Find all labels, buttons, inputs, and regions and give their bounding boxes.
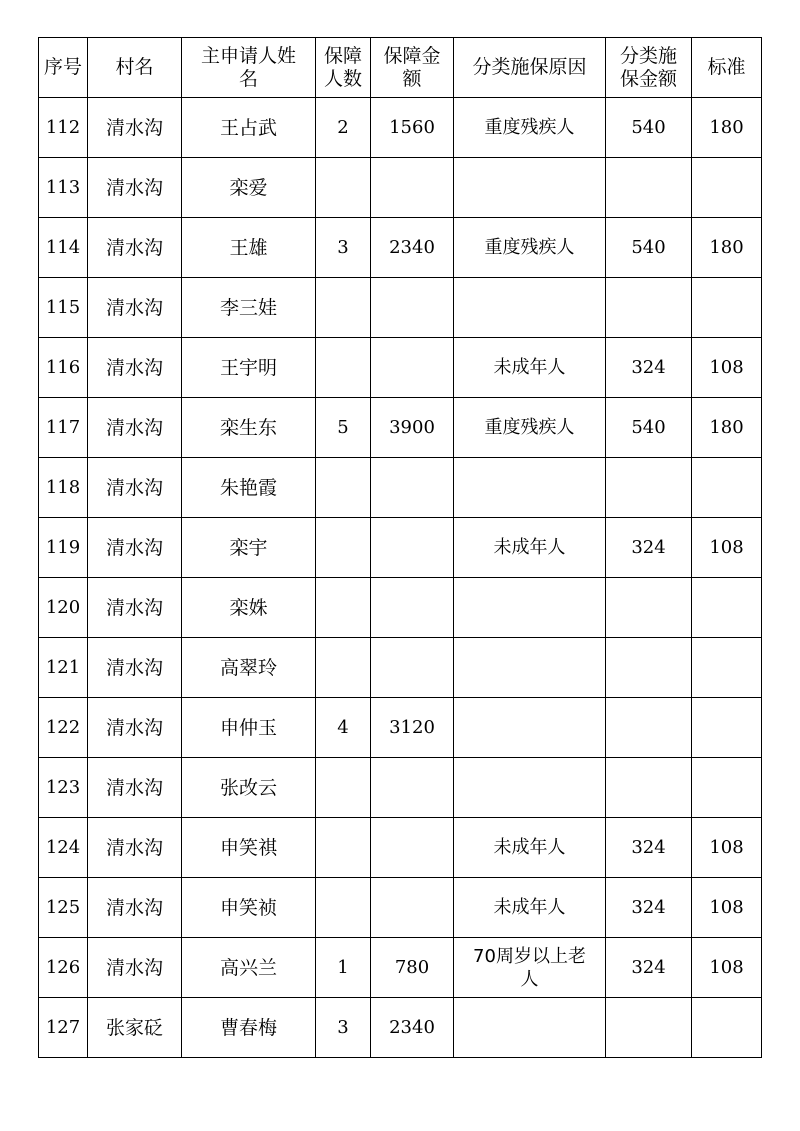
cell-applicant: 高翠玲 [182,638,316,698]
cell-count [316,818,371,878]
cell-reason [454,458,606,518]
cell-sub-amount [606,998,692,1058]
cell-count [316,878,371,938]
cell-standard: 180 [692,98,762,158]
cell-village: 清水沟 [88,158,182,218]
cell-sub-amount: 540 [606,218,692,278]
cell-applicant: 申笑祯 [182,878,316,938]
cell-village: 清水沟 [88,758,182,818]
cell-sub-amount [606,278,692,338]
cell-sub-amount: 540 [606,98,692,158]
cell-village: 清水沟 [88,638,182,698]
table-row [39,818,762,878]
cell-count [316,518,371,578]
cell-standard: 108 [692,338,762,398]
cell-reason [454,638,606,698]
cell-reason: 重度残疾人 [454,398,606,458]
cell-count [316,758,371,818]
header-count: 保障人数 [316,38,371,98]
cell-amount [371,518,454,578]
cell-no: 122 [39,698,88,758]
table-row [39,998,762,1058]
cell-amount [371,878,454,938]
cell-count [316,278,371,338]
cell-no: 114 [39,218,88,278]
cell-count [316,638,371,698]
cell-standard [692,458,762,518]
cell-amount [371,578,454,638]
cell-village: 清水沟 [88,218,182,278]
cell-amount [371,278,454,338]
table-row [39,158,762,218]
cell-amount: 2340 [371,218,454,278]
cell-reason: 未成年人 [454,338,606,398]
cell-amount [371,818,454,878]
cell-village: 清水沟 [88,278,182,338]
cell-applicant: 申仲玉 [182,698,316,758]
header-reason: 分类施保原因 [454,38,606,98]
cell-village: 清水沟 [88,818,182,878]
cell-count [316,338,371,398]
cell-reason: 未成年人 [454,878,606,938]
cell-count [316,158,371,218]
table-row [39,938,762,998]
cell-village: 清水沟 [88,98,182,158]
cell-reason [454,998,606,1058]
cell-applicant: 王宇明 [182,338,316,398]
header-village: 村名 [88,38,182,98]
cell-standard: 108 [692,818,762,878]
cell-count: 2 [316,98,371,158]
cell-village: 清水沟 [88,398,182,458]
cell-standard: 180 [692,398,762,458]
cell-standard: 108 [692,938,762,998]
table-row [39,458,762,518]
cell-count: 5 [316,398,371,458]
header-amount: 保障金额 [371,38,454,98]
table-header [39,38,762,98]
cell-applicant: 张改云 [182,758,316,818]
cell-sub-amount: 324 [606,938,692,998]
allowance-table [38,37,762,1058]
header-applicant: 主申请人姓名 [182,38,316,98]
cell-reason [454,758,606,818]
cell-village: 清水沟 [88,518,182,578]
cell-applicant: 朱艳霞 [182,458,316,518]
cell-no: 113 [39,158,88,218]
cell-reason: 70周岁以上老人 [454,938,606,998]
cell-no: 127 [39,998,88,1058]
cell-sub-amount: 324 [606,818,692,878]
cell-reason [454,698,606,758]
cell-amount: 780 [371,938,454,998]
cell-reason [454,578,606,638]
cell-sub-amount [606,158,692,218]
table-row [39,338,762,398]
table-body [39,98,762,1058]
header-row [39,38,762,98]
cell-count [316,458,371,518]
table-row [39,278,762,338]
cell-amount: 2340 [371,998,454,1058]
cell-no: 124 [39,818,88,878]
cell-standard [692,638,762,698]
cell-standard: 108 [692,518,762,578]
cell-no: 121 [39,638,88,698]
cell-sub-amount [606,638,692,698]
cell-standard [692,578,762,638]
cell-no: 119 [39,518,88,578]
table-row [39,878,762,938]
cell-no: 126 [39,938,88,998]
cell-reason: 未成年人 [454,518,606,578]
cell-standard [692,698,762,758]
cell-no: 120 [39,578,88,638]
cell-applicant: 王占武 [182,98,316,158]
cell-village: 清水沟 [88,878,182,938]
table-row [39,98,762,158]
cell-no: 117 [39,398,88,458]
table-row [39,398,762,458]
cell-village: 张家砭 [88,998,182,1058]
cell-applicant: 申笑祺 [182,818,316,878]
cell-village: 清水沟 [88,338,182,398]
cell-applicant: 栾生东 [182,398,316,458]
cell-applicant: 栾爱 [182,158,316,218]
cell-amount: 1560 [371,98,454,158]
cell-sub-amount [606,698,692,758]
cell-reason [454,278,606,338]
cell-amount: 3900 [371,398,454,458]
table-row [39,518,762,578]
header-no: 序号 [39,38,88,98]
cell-sub-amount: 324 [606,518,692,578]
cell-village: 清水沟 [88,698,182,758]
cell-no: 118 [39,458,88,518]
cell-applicant: 曹春梅 [182,998,316,1058]
cell-applicant: 高兴兰 [182,938,316,998]
cell-standard: 108 [692,878,762,938]
table-row [39,758,762,818]
cell-amount [371,338,454,398]
cell-count: 3 [316,998,371,1058]
cell-standard [692,758,762,818]
cell-applicant: 栾宇 [182,518,316,578]
cell-applicant: 栾姝 [182,578,316,638]
cell-sub-amount [606,578,692,638]
table-row [39,218,762,278]
table-row [39,638,762,698]
cell-standard: 180 [692,218,762,278]
cell-sub-amount [606,458,692,518]
cell-amount: 3120 [371,698,454,758]
table-row [39,698,762,758]
cell-count: 4 [316,698,371,758]
cell-amount [371,458,454,518]
cell-applicant: 李三娃 [182,278,316,338]
cell-sub-amount: 324 [606,338,692,398]
header-standard: 标准 [692,38,762,98]
cell-standard [692,278,762,338]
table-row [39,578,762,638]
cell-sub-amount: 540 [606,398,692,458]
cell-reason: 重度残疾人 [454,218,606,278]
cell-amount [371,158,454,218]
cell-reason [454,158,606,218]
cell-no: 116 [39,338,88,398]
cell-no: 125 [39,878,88,938]
header-sub-amount: 分类施保金额 [606,38,692,98]
cell-count: 1 [316,938,371,998]
cell-no: 112 [39,98,88,158]
cell-village: 清水沟 [88,938,182,998]
cell-no: 123 [39,758,88,818]
cell-sub-amount [606,758,692,818]
cell-sub-amount: 324 [606,878,692,938]
cell-no: 115 [39,278,88,338]
cell-village: 清水沟 [88,458,182,518]
cell-applicant: 王雄 [182,218,316,278]
document-page [38,37,761,1058]
cell-amount [371,758,454,818]
cell-standard [692,158,762,218]
cell-reason: 重度残疾人 [454,98,606,158]
cell-reason: 未成年人 [454,818,606,878]
cell-standard [692,998,762,1058]
cell-count [316,578,371,638]
cell-amount [371,638,454,698]
cell-count: 3 [316,218,371,278]
cell-village: 清水沟 [88,578,182,638]
